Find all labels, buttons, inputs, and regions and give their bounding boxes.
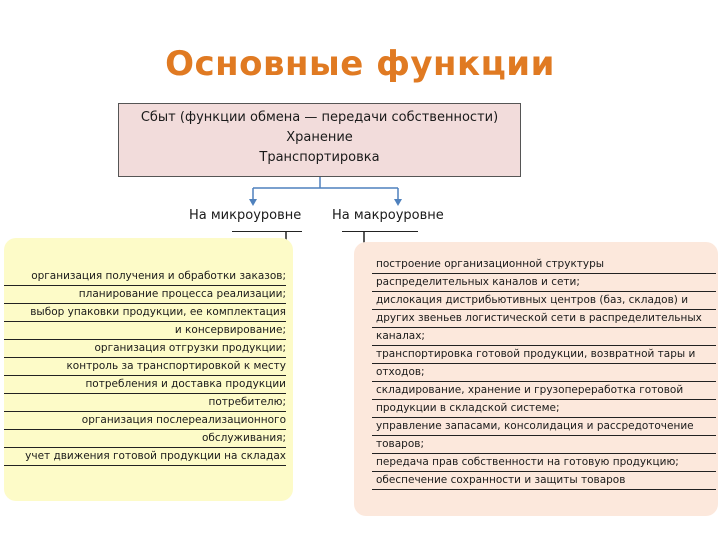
list-item: организация послереализационного <box>4 412 286 430</box>
list-item: распределительных каналов и сети; <box>372 274 716 292</box>
list-item: построение организационной структуры <box>372 256 716 274</box>
list-item: организация получения и обработки заказов; <box>4 268 286 286</box>
list-item: обслуживания; <box>4 430 286 448</box>
micro-underline <box>232 231 302 232</box>
list-item: продукции в складской системе; <box>372 400 716 418</box>
list-item: обеспечение сохранности и защиты товаров <box>372 472 716 490</box>
level-macro-label: На макроуровне <box>332 208 444 223</box>
function-sales: Сбыт (функции обмена — передачи собственности) <box>140 110 499 125</box>
list-item: каналах; <box>372 328 716 346</box>
list-item: потребления и доставка продукции <box>4 376 286 394</box>
list-item: контроль за транспортировкой к месту <box>4 358 286 376</box>
arrow-down-icon <box>249 199 257 206</box>
micro-level-list <box>4 268 286 466</box>
list-item: и консервирование; <box>4 322 286 340</box>
list-item: отходов; <box>372 364 716 382</box>
list-item: других звеньев логистической сети в распределительных <box>372 310 716 328</box>
list-item: складирование, хранение и грузопереработка готовой <box>372 382 716 400</box>
list-item: планирование процесса реализации; <box>4 286 286 304</box>
list-item: управление запасами, консолидация и рассредоточение <box>372 418 716 436</box>
list-item: учет движения готовой продукции на складах <box>4 448 286 466</box>
macro-underline <box>342 231 418 232</box>
list-item: выбор упаковки продукции, ее комплектация <box>4 304 286 322</box>
list-item: передача прав собственности на готовую продукцию; <box>372 454 716 472</box>
list-item: организация отгрузки продукции; <box>4 340 286 358</box>
function-transport: Транспортировка <box>259 150 380 165</box>
list-item: товаров; <box>372 436 716 454</box>
arrow-down-icon <box>394 199 402 206</box>
level-micro-label: На микроуровне <box>189 208 302 223</box>
list-item: дислокация дистрибьютивных центров (баз, складов) и <box>372 292 716 310</box>
page-title: Основные функции <box>165 44 555 84</box>
list-item: потребителю; <box>4 394 286 412</box>
list-item: транспортировка готовой продукции, возвратной тары и <box>372 346 716 364</box>
function-storage: Хранение <box>286 130 353 145</box>
macro-level-list <box>372 256 716 490</box>
